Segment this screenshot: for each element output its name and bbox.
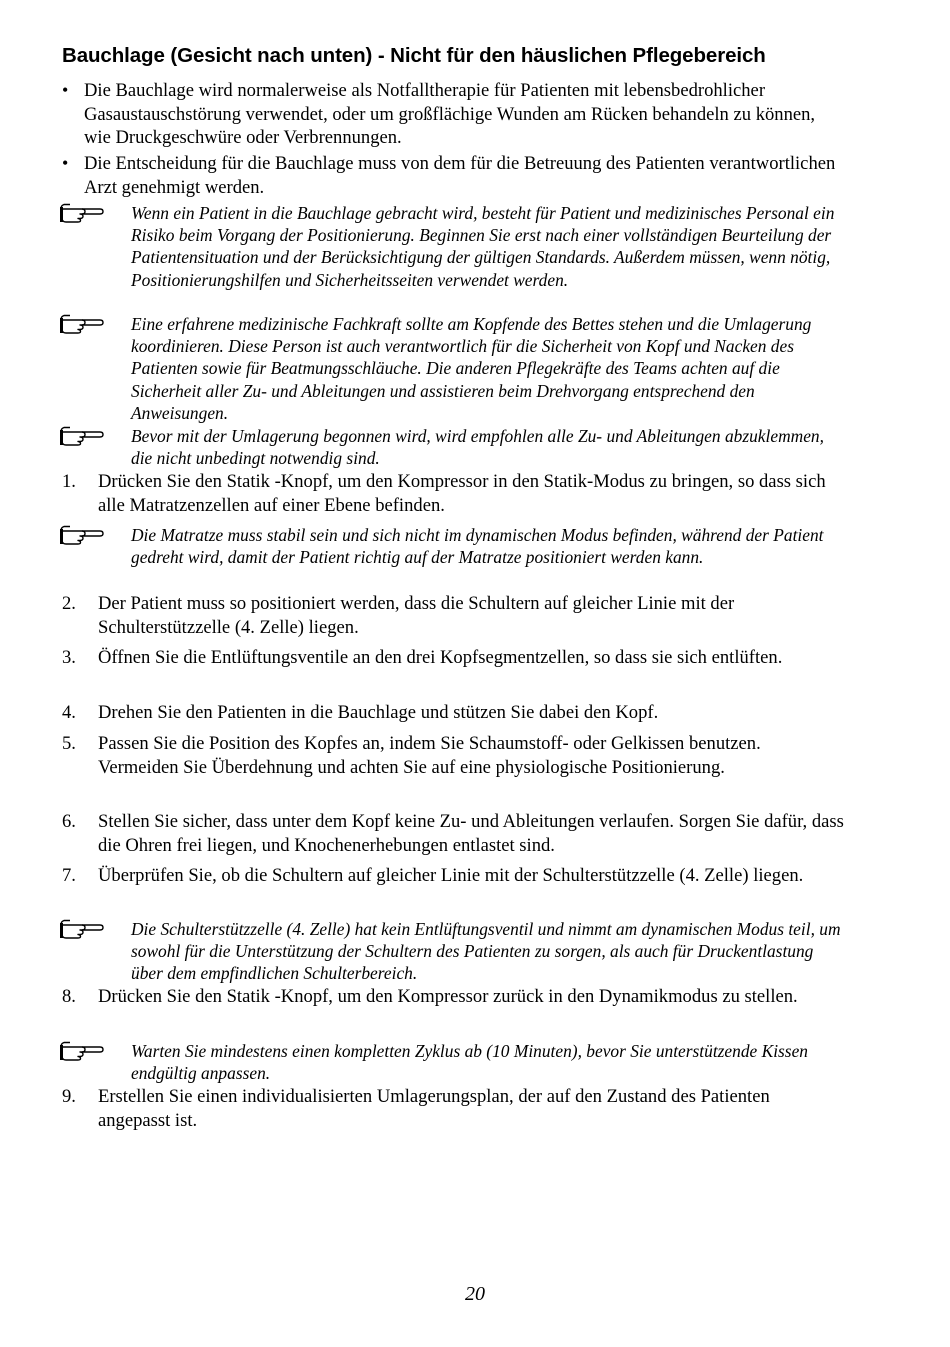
step-text: Drehen Sie den Patienten in die Bauchlage und stützen Sie dabei den Kopf. [98, 702, 659, 723]
pointing-hand-icon [60, 314, 104, 334]
step-number: 1. [62, 471, 76, 492]
page-title: Bauchlage (Gesicht nach unten) - Nicht für den häuslichen Pflegebereich [62, 44, 766, 67]
note-text: Warten Sie mindestens einen kompletten Zyklus ab (10 Minuten), bevor Sie unterstützende Kissen endgültig anpassen. [131, 1041, 808, 1084]
bullet-text: Die Bauchlage wird normalerweise als Notfalltherapie für Patienten mit lebensbedrohlicher Gasaustauschstörung verwendet, oder um großflächige Wunden am Rücken behandeln zu können, wie Druckgeschwüre oder Verbrennungen. [84, 80, 816, 149]
note-text: Die Schulterstützzelle (4. Zelle) hat kein Entlüftungsventil und nimmt am dynamischen Modus teil, um sowohl für die Unterstützung der Schultern des Patienten zu sorgen, als auch für Druckentlastung über dem empfindlichen Schulterbereich. [131, 919, 841, 984]
note-text: Die Matratze muss stabil sein und sich nicht im dynamischen Modus befinden, während der Patient gedreht wird, damit der Patient richtig auf der Matratze positioniert werden kann. [131, 525, 824, 568]
note-text: Eine erfahrene medizinische Fachkraft sollte am Kopfende des Bettes stehen und die Umlagerung koordinieren. Diese Person ist auch verantwortlich für die Sicherheit von Kopf und Nacken des Patienten sowie für Beatmungsschläuche. Die anderen Pflegekräfte des Teams achten auf die Sicherheit aller Zu- und Ableitungen und assistieren beim Drehvorgang entsprechend den Anweisungen. [131, 314, 812, 423]
pointing-hand-icon [60, 525, 104, 545]
step-text: Der Patient muss so positioniert werden, dass die Schultern auf gleicher Linie mit der Schulterstützzelle (4. Zelle) liegen. [98, 593, 735, 638]
step-text: Drücken Sie den Statik -Knopf, um den Kompressor in den Statik-Modus zu bringen, so dass sich alle Matratzenzellen auf einer Ebene befinden. [98, 471, 826, 516]
bullet-text: Die Entscheidung für die Bauchlage muss von dem für die Betreuung des Patienten verantwortlichen Arzt genehmigt werden. [84, 153, 836, 198]
step-number: 8. [62, 986, 76, 1007]
page-number: 20 [465, 1283, 485, 1305]
step-number: 2. [62, 593, 76, 614]
note-text: Bevor mit der Umlagerung begonnen wird, wird empfohlen alle Zu- und Ableitungen abzuklemmen, die nicht unbedingt notwendig sind. [131, 426, 824, 469]
step-number: 6. [62, 811, 76, 832]
step-text: Passen Sie die Position des Kopfes an, indem Sie Schaumstoff- oder Gelkissen benutzen. Vermeiden Sie Überdehnung und achten Sie auf eine physiologische Positionierung. [98, 733, 761, 778]
step-text: Stellen Sie sicher, dass unter dem Kopf keine Zu- und Ableitungen verlaufen. Sorgen Sie dafür, dass die Ohren frei liegen, und Knochenerhebungen entlastet sind. [98, 811, 844, 856]
note-text: Wenn ein Patient in die Bauchlage gebracht wird, besteht für Patient und medizinisches Personal ein Risiko beim Vorgang der Positionierung. Beginnen Sie erst nach einer vollständigen Beurteilung der Patientensituation und der Berücksichtigung der gültigen Standards. Außerdem müssen, wenn nötig, Positionierungshilfen und Sicherheitsseiten verwendet werden. [131, 203, 835, 290]
bullet-symbol: • [62, 80, 69, 100]
bullet-symbol: • [62, 153, 69, 173]
pointing-hand-icon [60, 919, 104, 939]
pointing-hand-icon [60, 426, 104, 446]
pointing-hand-icon [60, 1041, 104, 1061]
pointing-hand-icon [60, 203, 104, 223]
step-text: Überprüfen Sie, ob die Schultern auf gleicher Linie mit der Schulterstützzelle (4. Zelle) liegen. [98, 865, 804, 886]
step-text: Drücken Sie den Statik -Knopf, um den Kompressor zurück in den Dynamikmodus zu stellen. [98, 986, 798, 1007]
step-number: 7. [62, 865, 76, 886]
step-number: 9. [62, 1086, 76, 1107]
step-number: 3. [62, 647, 76, 668]
step-text: Erstellen Sie einen individualisierten Umlagerungsplan, der auf den Zustand des Patienten angepasst ist. [98, 1086, 770, 1131]
step-number: 5. [62, 733, 76, 754]
step-number: 4. [62, 702, 76, 723]
step-text: Öffnen Sie die Entlüftungsventile an den drei Kopfsegmentzellen, so dass sie sich entlüften. [98, 647, 783, 668]
